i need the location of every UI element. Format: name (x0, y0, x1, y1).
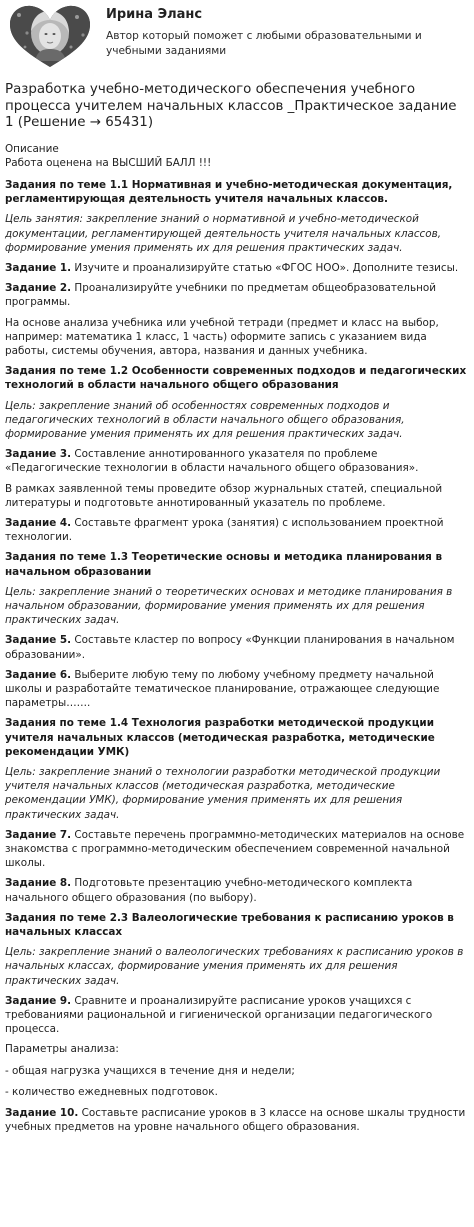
section-topic: Задания по теме 2.3 Валеологические требования к расписанию уроков в начальных классах (5, 911, 454, 939)
analysis-parameters-label: Параметры анализа: (5, 1043, 119, 1056)
task-item (5, 1106, 468, 1134)
task-item (5, 994, 468, 1037)
author-avatar[interactable] (7, 3, 93, 69)
task-text: Выберите любую тему по любому учебному предмету начальной школы и разработайте тематическое планирование, отражающее следующие параметры……. (5, 668, 440, 710)
task-text: Составление аннотированного указателя по проблеме «Педагогические технологии в области начального общего образования». (5, 448, 419, 475)
section-topic: Задания по теме 1.2 Особенности современных подходов и педагогических технологий в области начального общего образования (5, 365, 467, 392)
task-label: Задание 3. (5, 448, 72, 461)
task-label: Задание 6. (5, 668, 72, 681)
task-item (5, 261, 468, 275)
section-topic: Задания по теме 1.3 Теоретические основы и методика планирования в начальном образовании (5, 551, 443, 578)
task-text: Проанализируйте учебники по предметам общеобразовательной программы. (5, 282, 436, 309)
task-label: Задание 4. (5, 516, 72, 529)
task-text: Подготовьте презентацию учебно-методического комплекта начального общего образования (по выбору). (5, 877, 413, 904)
author-card (5, 0, 468, 76)
task-text: Составьте расписание уроков в 3 классе на основе шкалы трудности учебных предметов на уровне начального общего образования. (5, 1107, 466, 1134)
task-item (5, 633, 468, 661)
author-description: Автор который поможет с любыми образовательными и учебными заданиями (106, 30, 422, 57)
description-label: Описание (5, 142, 59, 155)
rating-status: Работа оценена на ВЫСШИЙ БАЛЛ !!! (5, 156, 212, 169)
section-goal: Цель: закрепление знаний о теоретических основах и методике планирования в начальном образовании, формирование умения применять их для решения практических задач. (5, 585, 453, 627)
task-note: В рамках заявленной темы проведите обзор журнальных статей, специальной литературы и подготовьте аннотированный указатель по проблеме. (5, 482, 443, 509)
task-label: Задание 10. (5, 1107, 79, 1120)
work-title: Разработка учебно-методического обеспечения учебного процесса учителем начальных классов _Практическое задание 1 (Решение → 65431) (5, 82, 457, 130)
section-goal: Цель: закрепление знаний об особенностях современных подходов и педагогических технологий в области начального общего образования, формирование умения применять их для решения практических задач. (5, 399, 405, 440)
task-label: Задание 1. (5, 261, 72, 274)
task-text: Составьте перечень программно-методических материалов на основе знакомства с программно-методическим обеспечением современной начальной школы. (5, 828, 465, 870)
task-item (5, 668, 468, 711)
task-note: На основе анализа учебника или учебной тетради (предмет и класс на выбор, например: математика 1 класс, 1 часть) оформите запись с указанием вида работы, системы обучения, автора, названия и данных учебника. (5, 316, 439, 357)
section-goal: Цель: закрепление знаний о валеологических требованиях к расписанию уроков в начальных классах, формирование умения применять их для решения практических задач. (5, 946, 464, 987)
section-topic: Задания по теме 1.1 Нормативная и учебно-методическая документация, регламентирующая деятельность учителя начальных классов. (5, 178, 453, 206)
task-item (5, 516, 468, 544)
author-name[interactable]: Ирина Эланс (106, 7, 203, 22)
task-item (5, 876, 468, 904)
task-label: Задание 9. (5, 994, 72, 1007)
section-topic: Задания по теме 1.4 Технология разработки методической продукции учителя начальных классов (методическая разработка, методические рекомендации УМК) (5, 717, 435, 758)
task-label: Задание 5. (5, 634, 72, 647)
task-text: Сравните и проанализируйте расписание уроков учащихся с требованиями рациональной и гигиенической организации педагогического процесса. (5, 994, 433, 1036)
task-label: Задание 2. (5, 282, 72, 295)
task-label: Задание 7. (5, 828, 72, 841)
task-text: Изучите и проанализируйте статью «ФГОС НОО». Дополните тезисы. (74, 261, 459, 274)
task-item (5, 447, 468, 475)
task-label: Задание 8. (5, 877, 72, 890)
analysis-parameter-item: - количество ежедневных подготовок. (5, 1085, 218, 1098)
section-goal: Цель занятия: закрепление знаний о нормативной и учебно-методической документации, регламентирующей деятельность учителя начальных классов, формирование умения применять их для решения практических задач. (5, 213, 442, 254)
task-text: Составьте фрагмент урока (занятия) с использованием проектной технологии. (5, 516, 444, 544)
task-item (5, 281, 468, 309)
task-text: Составьте кластер по вопросу «Функции планирования в начальном образовании». (5, 634, 455, 661)
task-item (5, 828, 468, 871)
analysis-parameter-item: - общая нагрузка учащихся в течение дня и недели; (5, 1064, 295, 1077)
section-goal: Цель: закрепление знаний о технологии разработки методической продукции учителя начальных классов (методическая разработка, методические рекомендации УМК), формирование умения применять их для решения практических задач. (5, 766, 441, 821)
